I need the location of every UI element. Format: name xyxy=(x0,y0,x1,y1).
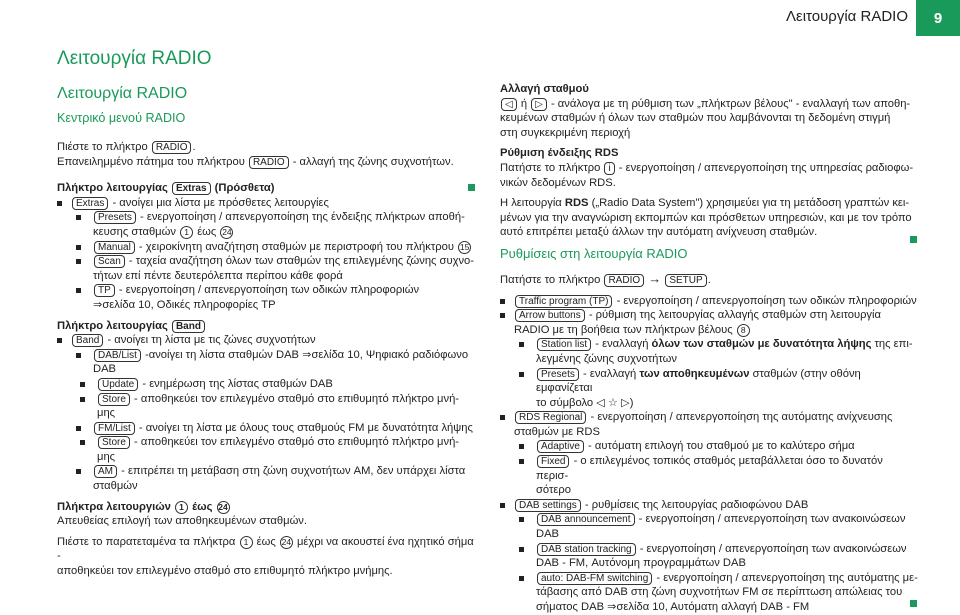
memory-store-text: Πιέστε το παρατεταμένα τα πλήκτρα 1 έως 24 μέχρι να ακουστεί ένα ηχητικό σήμα - αποθηκεύει τον επιλεγμένο σταθμό στο επιθυμητό πλήκτρο μνήμης. xyxy=(57,535,474,578)
info-key: i xyxy=(604,162,614,175)
radio-key: RADIO xyxy=(249,156,289,169)
extras-heading: Πλήκτρο λειτουργίας Extras (Πρόσθετα) xyxy=(57,182,275,195)
tp-key: TP xyxy=(94,284,115,297)
change-station-heading: Αλλαγή σταθμού xyxy=(500,83,589,95)
settings-intro: Πατήστε το πλήκτρο RADIO → SETUP . xyxy=(500,270,711,286)
scan-key: Scan xyxy=(94,255,125,268)
list-item: Fixed - ο επιλεγμένος τοπικός σταθμός μεταβάλλεται όσο το δυνατόν περισ- σότερο xyxy=(500,454,918,498)
change-station-text: ◁ ή ▷ - ανάλογα με τη ρύθμιση των „πλήκτρων βέλους" - εναλλαγή των αποθη- κευμένων σταθμών ή όλων των σταθμών που λαμβάνονται τη δεδομένη στιγμή στη συγκεκριμένη περιοχή xyxy=(500,97,911,139)
list-item: RDS Regional - ενεργοποίηση / απενεργοποίηση της αυτόματης ανίχνευσης σταθμών με RDS xyxy=(500,410,918,439)
continue-marker xyxy=(910,600,917,607)
page-number: 9 xyxy=(916,0,960,36)
update-key: Update xyxy=(98,378,138,391)
list-item: DAB settings - ρυθμίσεις της λειτουργίας ραδιοφώνου DAB xyxy=(500,498,918,513)
list-item: Station list - εναλλαγή όλων των σταθμών με δυνατότητα λήψης της επι- λεγμένης ζώνης συχνοτήτων xyxy=(500,337,918,366)
list-item: auto: DAB-FM switching - ενεργοποίηση / απενεργοποίηση της αυτόματης με- τάβασης από DAB στη ζώνη συχνοτήτων FM σε περίπτωση απώλειας του σήματος DAB ⇒σελίδα 10, Αυτόματη αλλαγή DAB - FM xyxy=(500,571,918,615)
fm-list-key: FM/List xyxy=(94,422,135,435)
list-item: DAB announcement - ενεργοποίηση / απενεργοποίηση των ανακοινώσεων DAB xyxy=(500,512,918,541)
list-item: Manual - χειροκίνητη αναζήτηση σταθμών με περιστροφή του πλήκτρου 15 xyxy=(57,240,475,255)
list-item: Band - ανοίγει τη λίστα με τις ζώνες συχνοτήτων xyxy=(57,333,475,348)
rds-description: Η λειτουργία RDS („Radio Data System") χρησιμεύει για τη μετάδοση γραπτών κει- μένων για την αναγνώριση εκπομπών και πρόσθετων υπηρεσιών, και με τον τρόπο αυτό επιτρέπει μεταξύ άλλων την αυτόματη ανίχνευση σταθμών. xyxy=(500,197,912,239)
radio-key: RADIO xyxy=(152,141,192,154)
list-item: FM/List - ανοίγει τη λίστα με όλους τους σταθμούς FM με δυνατότητα λήψης xyxy=(57,421,475,436)
chapter-title: Λειτουργία RADIO xyxy=(57,48,212,69)
intro-line: Πιέστε το πλήκτρο RADIO . xyxy=(57,141,196,153)
memory-text: Απευθείας επιλογή των αποθηκευμένων σταθμών. xyxy=(57,515,308,528)
left-column xyxy=(57,48,475,579)
am-key: AM xyxy=(94,465,117,478)
list-item: Adaptive - αυτόματη επιλογή του σταθμού με το καλύτερο σήμα xyxy=(500,439,918,454)
section-end-marker xyxy=(468,184,475,191)
repeat-line: Επανειλημμένο πάτημα του πλήκτρου RADIO - αλλαγή της ζώνης συχνοτήτων. xyxy=(57,155,454,168)
section-end-marker xyxy=(910,236,917,243)
list-item: Update - ενημέρωση της λίστας σταθμών DAB xyxy=(57,377,475,392)
band-heading: Πλήκτρο λειτουργίας Band xyxy=(57,319,475,334)
rds-heading: Ρύθμιση ένδειξης RDS xyxy=(500,147,619,160)
band-key: Band xyxy=(72,334,103,347)
list-item: Extras - ανοίγει μια λίστα με πρόσθετες λειτουργίες xyxy=(57,196,475,211)
page-header xyxy=(0,0,960,36)
list-item: Store - αποθηκεύει τον επιλεγμένο σταθμό στο επιθυμητό πλήκτρο μνή- μης xyxy=(57,392,475,421)
memory-heading: Πλήκτρα λειτουργιών 1 έως 24 xyxy=(57,500,228,513)
presets-key: Presets xyxy=(94,211,136,224)
list-item: DAB/List -ανοίγει τη λίστα σταθμών DAB ⇒σελίδα 10, Ψηφιακό ραδιόφωνο DAB xyxy=(57,348,475,377)
store-key: Store xyxy=(98,393,130,406)
list-item: Scan - ταχεία αναζήτηση όλων των σταθμών της επιλεγμένης ζώνης συχνο- τήτων επί πέντε δευτερόλεπτα περίπου κάθε φορά xyxy=(57,254,475,283)
list-item: Traffic program (TP) - ενεργοποίηση / απενεργοποίηση των οδικών πληροφοριών xyxy=(500,294,918,309)
list-item: DAB station tracking - ενεργοποίηση / απενεργοποίηση των ανακοινώσεων DAB - FM, Αυτόνομη προγραμμάτων DAB xyxy=(500,542,918,571)
list-item: Presets - ενεργοποίηση / απενεργοποίηση της ένδειξης πλήκτρων αποθή- κευσης σταθμών 1 έως 24 xyxy=(57,210,475,239)
section-title: Λειτουργία RADIO xyxy=(57,85,188,102)
extras-key: Extras xyxy=(72,197,108,210)
list-item: Arrow buttons - ρύθμιση της λειτουργίας αλλαγής σταθμών στη λειτουργία RADIO με τη βοήθεια των πλήκτρων βέλους 8 xyxy=(500,308,918,337)
list-item: TP - ενεργοποίηση / απενεργοποίηση των οδικών πληροφοριών ⇒σελίδα 10, Οδικές πληροφορίες TP xyxy=(57,283,475,312)
right-column xyxy=(500,82,918,615)
rds-text: Πατήστε το πλήκτρο i - ενεργοποίηση / απενεργοποίηση της υπηρεσίας ραδιοφω- νικών δεδομένων RDS. xyxy=(500,161,914,189)
settings-title: Ρυθμίσεις στη λειτουργία RADIO xyxy=(500,245,688,261)
list-item: AM - επιτρέπει τη μετάβαση στη ζώνη συχνοτήτων AM, δεν υπάρχει λίστα σταθμών xyxy=(57,464,475,493)
header-title: Λειτουργία RADIO xyxy=(785,8,908,25)
store-key: Store xyxy=(98,436,130,449)
dab-list-key: DAB/List xyxy=(94,349,141,362)
list-item: Store - αποθηκεύει τον επιλεγμένο σταθμό στο επιθυμητό πλήκτρο μνή- μης xyxy=(57,435,475,464)
manual-key: Manual xyxy=(94,241,135,254)
subsection-title: Κεντρικό μενού RADIO xyxy=(57,111,186,125)
list-item: Presets - εναλλαγή των αποθηκευμένων σταθμών (στην οθόνη εμφανίζεται το σύμβολο ◁ ☆ ▷) xyxy=(500,367,918,411)
